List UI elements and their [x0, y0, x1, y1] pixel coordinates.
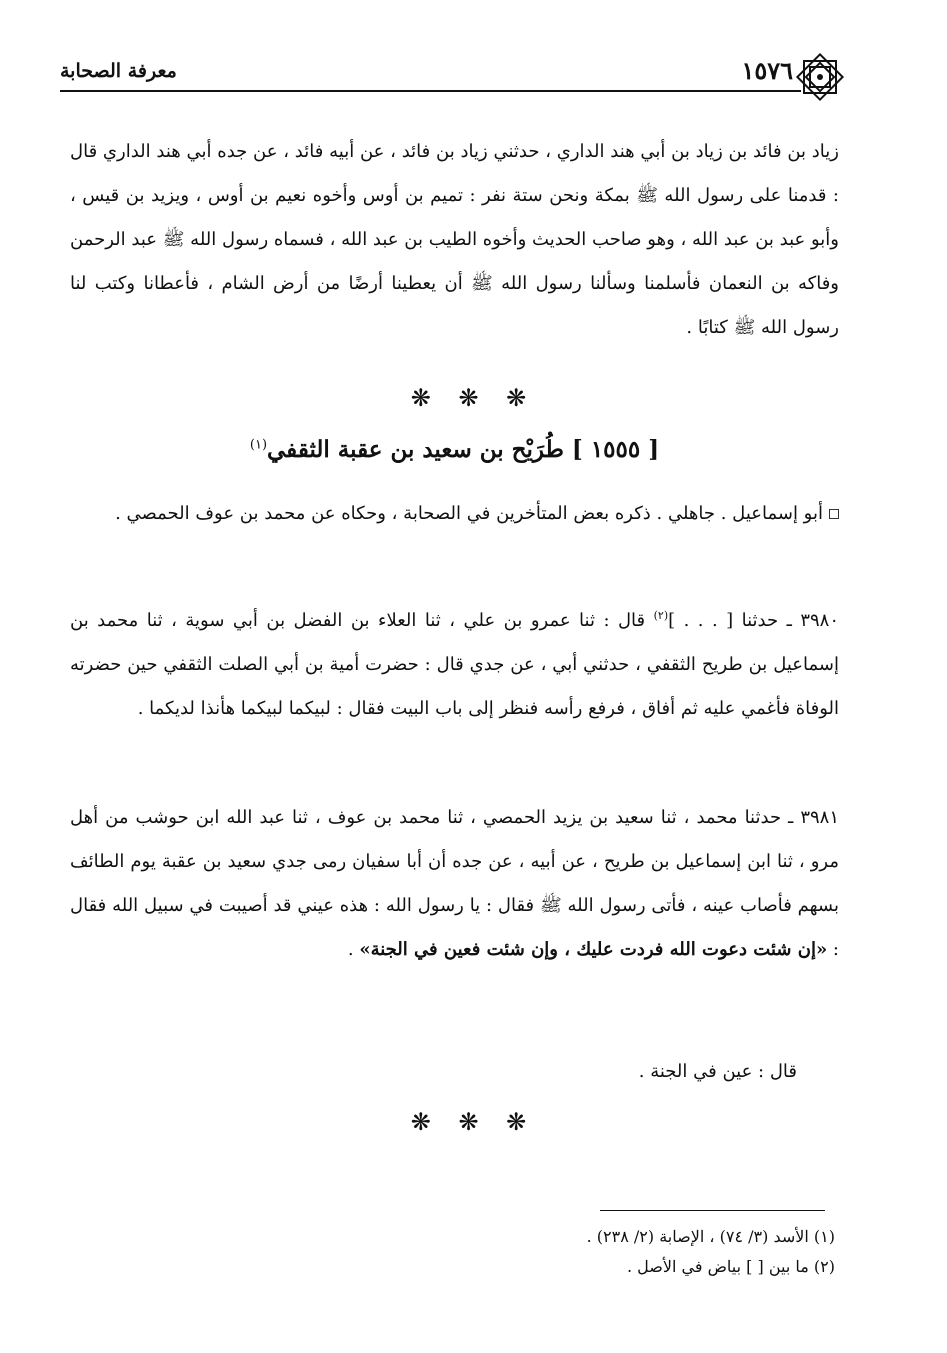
paragraph-closing: قال : عين في الجنة .	[638, 1061, 797, 1082]
paragraph-biography	[70, 492, 839, 536]
hadith-3981-text: ٣٩٨١ ـ حدثنا محمد ، ثنا سعيد بن يزيد الحمصي ، ثنا محمد بن عوف ، ثنا عبد الله ابن حوشب من أهل مرو ، ثنا ابن إسماعيل بن طريح ، عن أبيه ، عن جده أن أبا سفيان رمى جدي سعيد بن عقبة يوم الطائف بسهم فأصاب عينه ، فأتى رسول الله ﷺ فقال : يا رسول الله : هذه عيني قد أصيبت في سبيل الله فقال :	[70, 807, 839, 960]
hadith-3980-footnote-ref: (٢)	[653, 609, 669, 622]
entry-title-footnote-ref: (١)	[249, 437, 268, 453]
page-header	[60, 56, 849, 96]
footnote-rule	[600, 1210, 825, 1211]
header-rule	[60, 90, 801, 92]
square-bullet-icon	[829, 509, 839, 519]
page-number: ١٥٧٦	[741, 56, 793, 85]
hadith-3981-end: .	[347, 939, 360, 960]
footnote-2: (٢) ما بين [ ] بياض في الأصل .	[626, 1257, 835, 1276]
entry-title-text: [ ١٥٥٥ ] طُرَيْح بن سعيد بن عقبة الثقفي	[267, 436, 660, 463]
book-title: معرفة الصحابة	[60, 60, 177, 82]
paragraph-hadith-3980	[70, 594, 839, 731]
hadith-3981-prophet-quote: «إن شئت دعوت الله فردت عليك ، وإن شئت فعين في الجنة»	[359, 939, 828, 960]
footnotes	[70, 1222, 835, 1282]
paragraph-hadith-3981	[70, 796, 839, 972]
section-separator-end: ❋ ❋ ❋	[410, 1108, 537, 1136]
entry-title	[70, 436, 839, 463]
section-separator: ❋ ❋ ❋	[410, 384, 537, 412]
hadith-3980-rest: قال : ثنا عمرو بن علي ، ثنا العلاء بن الفضل بن أبي سوية ، ثنا محمد بن إسماعيل بن طريح الثقفي ، حدثني أبي ، عن جدي قال : حضرت أمية بن أبي الصلت الثقفي حين حضرته الوفاة فأغمي عليه ثم أفاق ، فرفع رأسه فنظر إلى باب البيت فقال : لبيكما لبيكما هأنذا لديكما .	[70, 610, 839, 719]
paragraph-biography-text: أبو إسماعيل . جاهلي . ذكره بعض المتأخرين في الصحابة ، وحكاه عن محمد بن عوف الحمصي .	[115, 503, 823, 524]
paragraph-hadith-continuation: زياد بن فائد بن زياد بن أبي هند الداري ، حدثني زياد بن فائد ، عن أبيه فائد ، عن جده أبي هند الداري قال : قدمنا على رسول الله ﷺ بمكة ونحن ستة نفر : تميم بن أوس وأخوه نعيم بن أوس ، ويزيد بن قيس ، وأبو عبد بن عبد الله ، وهو صاحب الحديث وأخوه الطيب بن عبد الله ، فسماه رسول الله ﷺ عبد الرحمن وفاكه بن النعمان فأسلمنا وسألنا رسول الله ﷺ أن يعطينا أرضًا من أرض الشام ، فأعطانا وكتب لنا رسول الله ﷺ كتابًا .	[70, 141, 839, 338]
footnote-1: (١) الأسد (٣/ ٧٤) ، الإصابة (٢/ ٢٣٨) .	[586, 1227, 835, 1246]
hadith-3980-start: ٣٩٨٠ ـ حدثنا [ . . . ]	[668, 610, 839, 631]
octagram-ornament-icon	[793, 50, 847, 104]
